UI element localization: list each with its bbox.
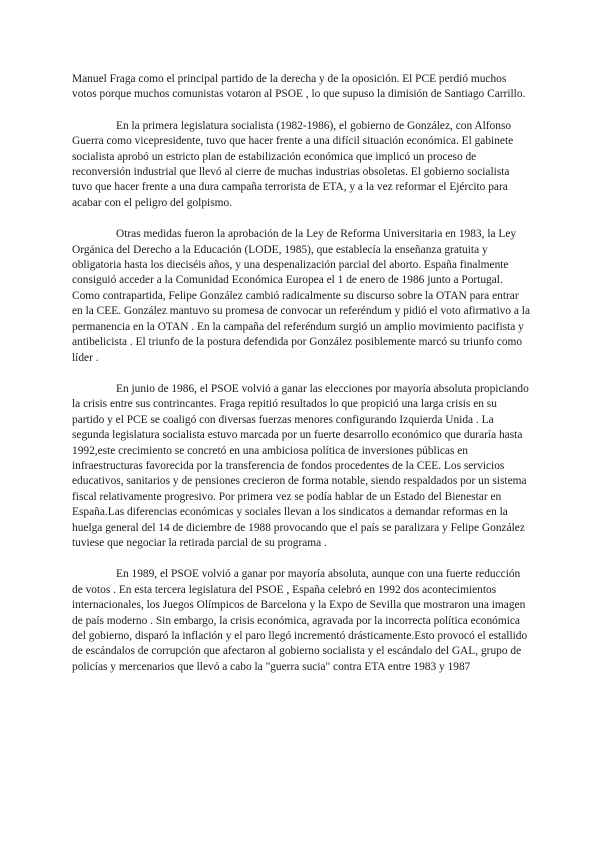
document-body bbox=[72, 72, 530, 691]
paragraph-third-legislature: En 1989, el PSOE volvió a ganar por mayoría absoluta, aunque con una fuerte reducción de votos . En esta tercera legislatura del PSOE , España celebró en 1992 dos acontecimientos internacionales, los Juegos Olímpicos de Barcelona y la Expo de Sevilla que mostraron una imagen de país moderno . Sin embargo, la crisis económica, agravada por la incorrecta política económica del gobierno, disparó la inflación y el paro llegó incrementó drásticamente.Esto provocó el estallido de escándalos de corrupción que afectaron al gobierno socialista y el escándalo del GAL, grupo de policías y mercenarios que llevó a cabo la "guerra sucia" contra ETA entre 1983 y 1987 bbox=[72, 568, 528, 673]
paragraph-second-legislature: En junio de 1986, el PSOE volvió a ganar las elecciones por mayoría absoluta propiciando la crisis entre sus contrincantes. Fraga repitió resultados lo que propició una larga crisis en su partido y el PCE se coaligó con diversas fuerzas menores configurando Izquierda Unida . La segunda legislatura socialista estuvo marcada por un fuerte desarrollo económico que duraría hasta 1992,este crecimiento se concretó en una ambiciosa política de inversiones públicas en infraestructuras favorecida por la transferencia de fondos procedentes de la CEE. Los servicios educativos, sanitarios y de pensiones crecieron de forma notable, siendo respaldados por un sistema fiscal relativamente progresivo. Por primera vez se podía hablar de un Estado del Bienestar en España.Las diferencias económicas y sociales llevan a los sindicatos a demandar reformas en la huelga general del 14 de diciembre de 1988 provocando que el país se paralizara y Felipe González tuviese que negociar la retirada parcial de su programa . bbox=[72, 382, 529, 549]
paragraph-first-legislature: En la primera legislatura socialista (1982-1986), el gobierno de González, con Alfonso Guerra como vicepresidente, tuvo que hacer frente a una difícil situación económica. El gabinete socialista aprobó un estricto plan de estabilización económica que implicó un proceso de reconversión industrial que llevó al cierre de muchas industrias obsoletas. El gobierno socialista tuvo que hacer frente a una dura campaña terrorista de ETA, y a la vez reformar el Ejército para acabar con el peligro del golpismo. bbox=[72, 119, 514, 209]
paragraph-other-measures: Otras medidas fueron la aprobación de la Ley de Reforma Universitaria en 1983, la Ley Orgánica del Derecho a la Educación (LODE, 1985), que establecía la enseñanza gratuita y obligatoria hasta los dieciséis años, y una despenalización parcial del aborto. España finalmente consiguió acceder a la Comunidad Económica Europea el 1 de enero de 1986 junto a Portugal. Como contrapartida, Felipe González cambió radicalmente su discurso sobre la OTAN para entrar en la CEE. González mantuvo su promesa de convocar un referéndum y pidió el voto afirmativo a la permanencia en la OTAN . En la campaña del referéndum surgió un amplio movimiento pacifista y antibelicista . El triunfo de la postura defendida por González posiblemente marcó su triunfo como líder . bbox=[72, 228, 531, 364]
paragraph-continuation: Manuel Fraga como el principal partido de la derecha y de la oposición. El PCE perdió muchos votos porque muchos comunistas votaron al PSOE , lo que supuso la dimisión de Santiago Carrillo. bbox=[72, 73, 526, 101]
